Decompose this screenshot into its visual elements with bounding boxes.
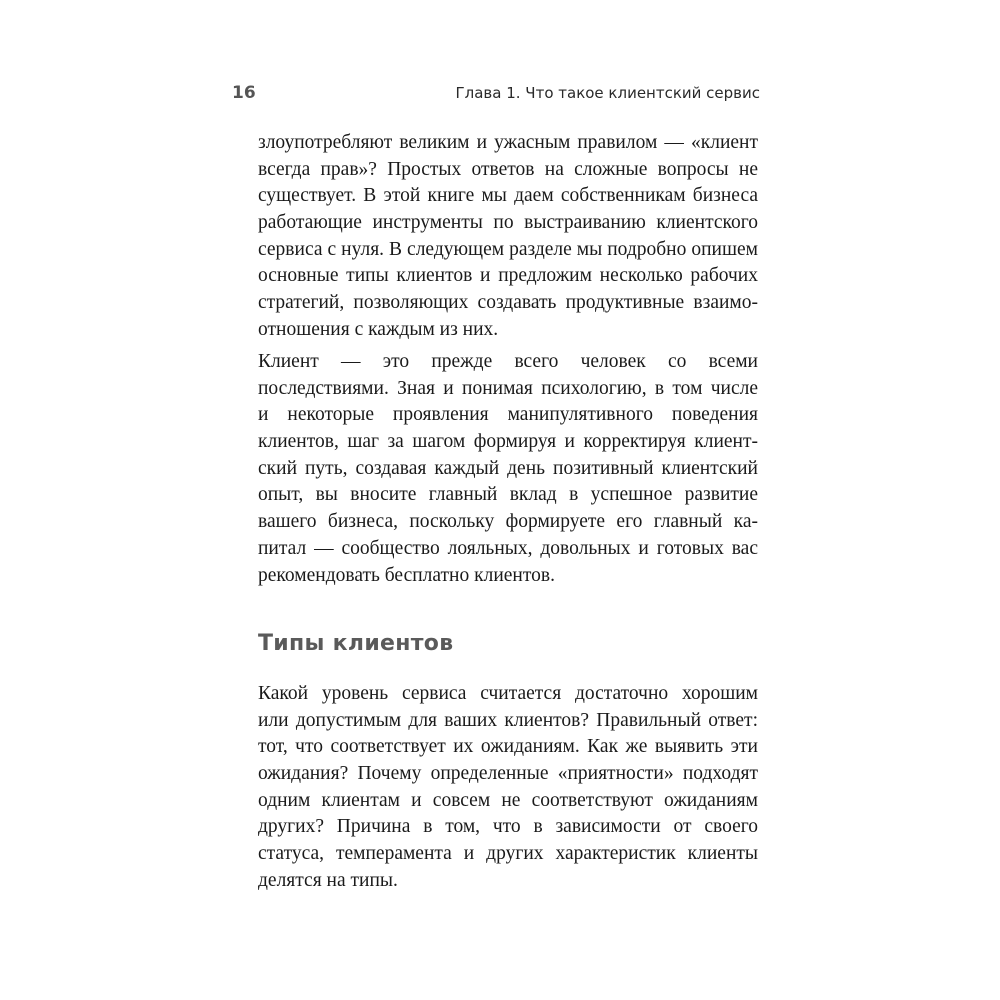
- text-line: существует. В этой книге мы даем собственникам бизнеса: [258, 185, 758, 207]
- text-line: рекомендовать бесплатно клиентов.: [258, 564, 555, 586]
- text-line: или допустимым для ваших клиентов? Правильный ответ:: [258, 709, 758, 731]
- text-line: питал — сообщество лояльных, довольных и готовых вас: [258, 537, 758, 559]
- text-line: работающие инструменты по выстраиванию клиентского: [258, 212, 758, 234]
- text-line: всегда прав»? Простых ответов на сложные вопросы не: [258, 158, 758, 180]
- text-line: сервиса с нуля. В следующем разделе мы подробно опишем: [258, 238, 758, 260]
- text-line: основные типы клиентов и предложим несколько рабочих: [258, 265, 758, 287]
- text-line: отношения с каждым из них.: [258, 318, 499, 340]
- text-line: одним клиентам и совсем не соответствуют ожиданиям: [258, 789, 758, 811]
- text-line: делятся на типы.: [258, 869, 398, 891]
- text-line: и некоторые проявления манипулятивного поведения: [258, 404, 758, 426]
- text-line: Клиент — это прежде всего человек со всеми: [258, 351, 758, 372]
- text-line: последствиями. Зная и понимая психологию, в том числе: [258, 377, 758, 399]
- text-line: статуса, темперамента и других характеристик клиенты: [258, 843, 758, 865]
- paragraph: [258, 681, 758, 895]
- text-line: других? Причина в том, что в зависимости от своего: [258, 816, 758, 838]
- running-head: [232, 78, 760, 108]
- text-line: ожидания? Почему определенные «приятности» подходят: [258, 763, 758, 785]
- text-line: ский путь, создавая каждый день позитивный клиентский: [258, 457, 758, 479]
- section-heading: Типы клиентов: [258, 631, 454, 656]
- text-line: Какой уровень сервиса считается достаточно хорошим: [258, 683, 758, 704]
- text-line: опыт, вы вносите главный вклад в успешное развитие: [258, 484, 758, 506]
- text-line: злоупотребляют великим и ужасным правилом — «клиент: [258, 132, 758, 153]
- running-title: Глава 1. Что такое клиентский сервис: [455, 84, 760, 102]
- text-line: стратегий, позволяющих создавать продуктивные взаимо-: [258, 292, 758, 314]
- text-line: вашего бизнеса, поскольку формируете его главный ка-: [258, 511, 758, 533]
- page-number: 16: [232, 83, 256, 103]
- text-line: клиентов, шаг за шагом формируя и корректируя клиент-: [258, 431, 758, 453]
- text-line: тот, что соответствует их ожиданиям. Как же выявить эти: [258, 736, 758, 758]
- paragraph: [258, 130, 758, 344]
- paragraph: [258, 349, 758, 589]
